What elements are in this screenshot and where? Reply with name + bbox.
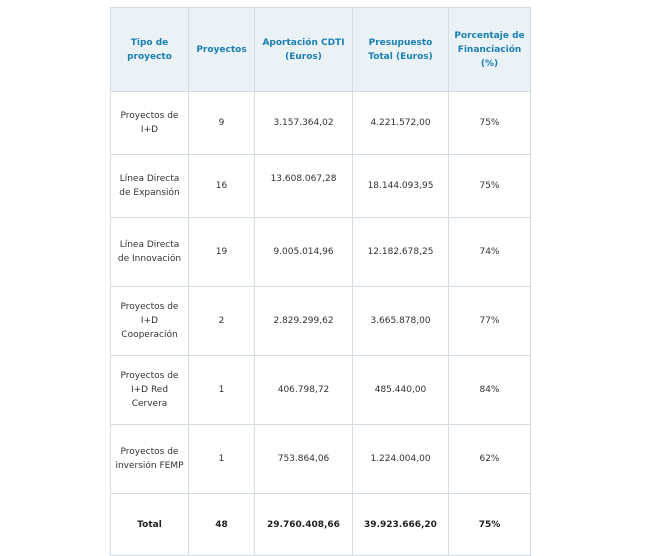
cell-presupuesto: 18.144.093,95 <box>353 155 449 218</box>
cell-proyectos: 2 <box>189 287 255 356</box>
cell-presupuesto: 485.440,00 <box>353 356 449 425</box>
cell-tipo: Línea Directa de Expansión <box>111 155 189 218</box>
total-proyectos: 48 <box>189 494 255 556</box>
cell-presupuesto: 3.665.878,00 <box>353 287 449 356</box>
table-row <box>111 155 531 218</box>
cell-aportacion-value: 13.608.067,28 <box>270 174 337 184</box>
cell-porcentaje: 74% <box>449 218 531 287</box>
total-label: Total <box>111 494 189 556</box>
cell-porcentaje: 75% <box>449 92 531 155</box>
financing-table <box>110 7 531 556</box>
header-row <box>111 8 531 92</box>
cell-aportacion: 406.798,72 <box>255 356 353 425</box>
cell-aportacion: 2.829.299,62 <box>255 287 353 356</box>
header-proyectos: Proyectos <box>189 8 255 92</box>
table-row <box>111 425 531 494</box>
header-porcentaje: Porcentaje de Financiación (%) <box>449 8 531 92</box>
total-row <box>111 494 531 556</box>
total-aportacion: 29.760.408,66 <box>255 494 353 556</box>
table-row <box>111 92 531 155</box>
cell-aportacion <box>255 155 353 218</box>
cell-presupuesto: 1.224.004,00 <box>353 425 449 494</box>
cell-proyectos: 1 <box>189 356 255 425</box>
cell-porcentaje: 77% <box>449 287 531 356</box>
cell-presupuesto: 4.221.572,00 <box>353 92 449 155</box>
cell-tipo: Línea Directa de Innovación <box>111 218 189 287</box>
cell-aportacion: 9.005.014,96 <box>255 218 353 287</box>
cell-porcentaje: 75% <box>449 155 531 218</box>
header-tipo: Tipo de proyecto <box>111 8 189 92</box>
cell-presupuesto: 12.182.678,25 <box>353 218 449 287</box>
cell-porcentaje: 62% <box>449 425 531 494</box>
cell-tipo: Proyectos de I+D <box>111 92 189 155</box>
header-aportacion: Aportación CDTI (Euros) <box>255 8 353 92</box>
cell-proyectos: 19 <box>189 218 255 287</box>
cell-aportacion: 753.864,06 <box>255 425 353 494</box>
total-porcentaje: 75% <box>449 494 531 556</box>
cell-aportacion: 3.157.364,02 <box>255 92 353 155</box>
cell-tipo: Proyectos de I+D Red Cervera <box>111 356 189 425</box>
cell-tipo: Proyectos de I+D Cooperación <box>111 287 189 356</box>
cell-proyectos: 1 <box>189 425 255 494</box>
total-presupuesto: 39.923.666,20 <box>353 494 449 556</box>
cell-proyectos: 9 <box>189 92 255 155</box>
header-presupuesto: Presupuesto Total (Euros) <box>353 8 449 92</box>
cell-tipo: Proyectos de inversión FEMP <box>111 425 189 494</box>
table-row <box>111 218 531 287</box>
cell-proyectos: 16 <box>189 155 255 218</box>
cell-porcentaje: 84% <box>449 356 531 425</box>
table-row <box>111 287 531 356</box>
table-row <box>111 356 531 425</box>
